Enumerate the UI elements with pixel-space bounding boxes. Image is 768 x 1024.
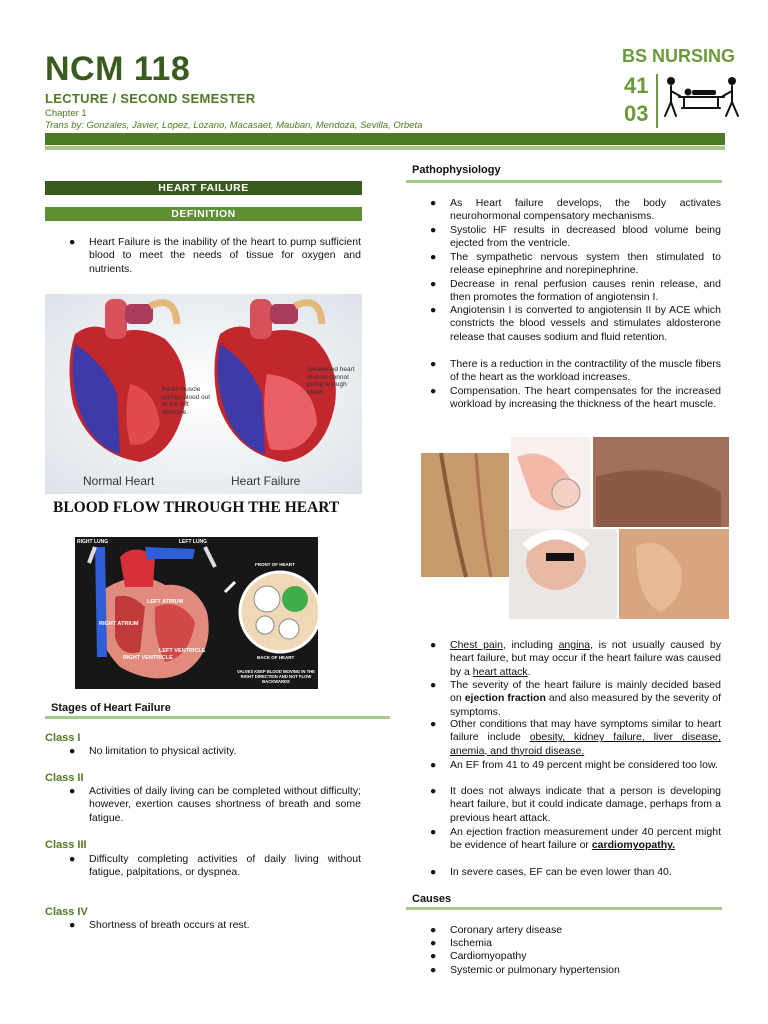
heart-attack-link: heart attack [472, 665, 528, 678]
definition-heading: DEFINITION [45, 207, 362, 221]
definition-item [69, 236, 361, 276]
class-3-text: Difficulty completing activities of daily living without fatigue, palpitations, or dyspnea. [89, 853, 361, 879]
chapter-label: Chapter 1 [45, 108, 87, 119]
sign-4-text: An EF from 41 to 49 percent might be considered too low. [450, 759, 718, 771]
heart-failure-heading: HEART FAILURE [45, 181, 362, 195]
blood-flow-diagram [45, 494, 345, 690]
stages-heading: Stages of Heart Failure [51, 702, 171, 714]
bullet: ● [430, 278, 437, 290]
header-bar [45, 133, 725, 145]
class-3-label: Class III [45, 839, 87, 851]
brand-number-top: 41 [624, 73, 649, 98]
bullet: ● [69, 785, 76, 797]
bullet: ● [430, 964, 437, 976]
sign-item-2 [430, 679, 721, 719]
patho-item-7 [430, 385, 721, 412]
causes-heading: Causes [412, 893, 452, 905]
patho-text-6: There is a reduction in the contractility of the muscle fibers of the heart as the workload increases. [450, 358, 721, 384]
sign-2-text-a: The severity of the heart failure is mainly decided based on [450, 679, 721, 705]
bullet: ● [430, 251, 437, 263]
cause-text-1: Coronary artery disease [450, 924, 563, 936]
class-1-text: No limitation to physical activity. [89, 745, 237, 757]
cardiomyopathy-link: cardiomyopathy. [591, 839, 676, 852]
bullet: ● [430, 785, 437, 797]
symptoms-photo-collage [421, 437, 729, 619]
angina-link: angina [558, 639, 591, 651]
normal-heart-label: Normal Heart [83, 474, 155, 488]
causes-underline [406, 907, 722, 910]
brand-name: BS NURSING [622, 46, 736, 66]
chest-pain-link: Chest pain [450, 639, 503, 651]
patho-text-3: The sympathetic nervous system then stimulated to release epinephrine and norepinephrine. [450, 251, 721, 277]
bullet: ● [430, 924, 437, 936]
sign-1-text-b: , is not usually caused by heart failure, but may occur if the heart failure was caused by a [450, 639, 721, 678]
cause-item-2 [430, 937, 721, 950]
bullet: ● [430, 826, 437, 838]
pathophysiology-underline [406, 180, 722, 183]
bullet: ● [430, 385, 437, 397]
bullet: ● [430, 937, 437, 949]
bullet: ● [69, 853, 76, 865]
bullet: ● [430, 679, 437, 691]
sign-5-text: It does not always indicate that a person is developing heart failure, but it could indicate damage, perhaps from a previous heart attack. [450, 785, 721, 824]
brand-divider [656, 74, 658, 128]
bullet: ● [430, 718, 437, 730]
patho-text-4: Decrease in renal perfusion causes renin release, and then promotes the formation of angiotensin I. [450, 278, 721, 304]
sign-item-4 [430, 759, 721, 772]
patho-item-4 [430, 278, 721, 305]
bullet: ● [430, 304, 437, 316]
stretcher-bearers-icon [662, 76, 740, 120]
patho-text-1: As Heart failure develops, the body activates neurohormonal compensatory mechanisms. [450, 197, 721, 223]
patho-item-3 [430, 251, 721, 278]
blood-flow-title: BLOOD FLOW THROUGH THE HEART [53, 499, 340, 516]
transcribers-label: Trans by: Gonzales, Javier, Lopez, Lozano, Macasaet, Mauban, Mendoza, Sevilla, Orbeta [45, 120, 423, 131]
patho-text-7: Compensation. The heart compensates for the increased workload by increasing the thickness of the heart muscle. [450, 385, 721, 411]
bullet: ● [430, 197, 437, 209]
class-4-item [69, 919, 361, 932]
class-1-label: Class I [45, 732, 81, 744]
brand-number-bottom: 03 [624, 101, 649, 126]
left-lung-label: LEFT LUNG [179, 539, 208, 545]
sign-1-text-a: , including [502, 639, 559, 651]
heart-comparison-image [45, 294, 362, 494]
sign-item-6 [430, 826, 721, 853]
cause-item-3 [430, 950, 721, 963]
patho-item-2 [430, 224, 721, 251]
sign-item-3 [430, 718, 721, 758]
header-bar-accent [45, 146, 725, 150]
definition-text: Heart Failure is the inability of the heart to pump sufficient blood to meet the needs of tissue for oxygen and nutrients. [89, 236, 361, 275]
class-2-label: Class II [45, 772, 84, 784]
class-2-text: Activities of daily living can be completed without difficulty; however, exertion causes shortness of breath and some fatigue. [89, 785, 361, 824]
blood-flow-panel [75, 537, 318, 689]
stages-underline [45, 716, 390, 719]
bullet: ● [430, 358, 437, 370]
pathophysiology-heading: Pathophysiology [412, 164, 501, 176]
patho-item-1 [430, 197, 721, 224]
cause-text-3: Cardiomyopathy [450, 950, 527, 962]
bullet: ● [430, 639, 437, 651]
normal-heart-note: Heart muscle pumps blood out of the left ventricle. [162, 386, 211, 416]
class-2-item [69, 785, 361, 825]
sign-item-7 [430, 866, 721, 879]
bullet: ● [430, 950, 437, 962]
patho-text-5: Angiotensin I is converted to angiotensin II by ACE which constricts the blood vessels and stimulates aldosterone release that causes sodium and fluid retention. [450, 304, 721, 343]
bullet: ● [69, 919, 76, 931]
class-1-item [69, 745, 361, 758]
class-4-label: Class IV [45, 906, 88, 918]
cause-text-4: Systemic or pulmonary hypertension [450, 964, 620, 976]
valves-caption: VALVES KEEP BLOOD MOVING IN THE RIGHT DIRECTION AND NOT FLOW BACKWARDS [237, 669, 315, 684]
back-of-heart-label: BACK OF HEART [257, 655, 295, 660]
sign-item-5 [430, 785, 721, 825]
left-atrium-label: LEFT ATRIUM [147, 599, 184, 605]
sign-7-text: In severe cases, EF can be even lower than 40. [450, 866, 672, 878]
cause-item-4 [430, 964, 721, 977]
sign-6-text: An ejection fraction measurement under 40 percent might be evidence of heart failure or [450, 826, 721, 852]
sign-1-text-c: . [527, 665, 531, 678]
sign-item-1 [430, 639, 721, 679]
class-4-text: Shortness of breath occurs at rest. [89, 919, 250, 931]
right-ventricle-label: RIGHT VENTRICLE [123, 655, 173, 661]
left-ventricle-label: LEFT VENTRICLE [159, 648, 206, 654]
course-title: NCM 118 [45, 50, 191, 88]
patho-text-2: Systolic HF results in decreased blood volume being ejected from the ventricle. [450, 224, 721, 250]
right-lung-label: RIGHT LUNG [77, 539, 109, 545]
semester-label: LECTURE / SECOND SEMESTER [45, 91, 256, 106]
bullet: ● [69, 745, 76, 757]
bullet: ● [430, 866, 437, 878]
sign-2-text-b: and also measured by the severity of symptoms. [450, 692, 721, 718]
patho-item-5 [430, 304, 721, 344]
sign-3-text-a: Other conditions that may have symptoms similar to heart failure include [450, 718, 721, 744]
cause-item-1 [430, 924, 721, 937]
cause-text-2: Ischemia [450, 937, 493, 949]
failure-heart-note: Weakened heart muscle cannot pump enough blood [307, 366, 355, 396]
bullet: ● [69, 236, 76, 248]
patho-item-6 [430, 358, 721, 385]
ejection-fraction-term: ejection fraction [464, 692, 546, 705]
heart-failure-label: Heart Failure [231, 474, 301, 488]
similar-conditions-link: obesity, kidney failure, liver disease, anemia, and thyroid disease. [450, 731, 721, 757]
bullet: ● [430, 759, 437, 771]
class-3-item [69, 853, 361, 880]
front-of-heart-label: FRONT OF HEART [255, 562, 295, 567]
right-atrium-label: RIGHT ATRIUM [99, 621, 139, 627]
bullet: ● [430, 224, 437, 236]
